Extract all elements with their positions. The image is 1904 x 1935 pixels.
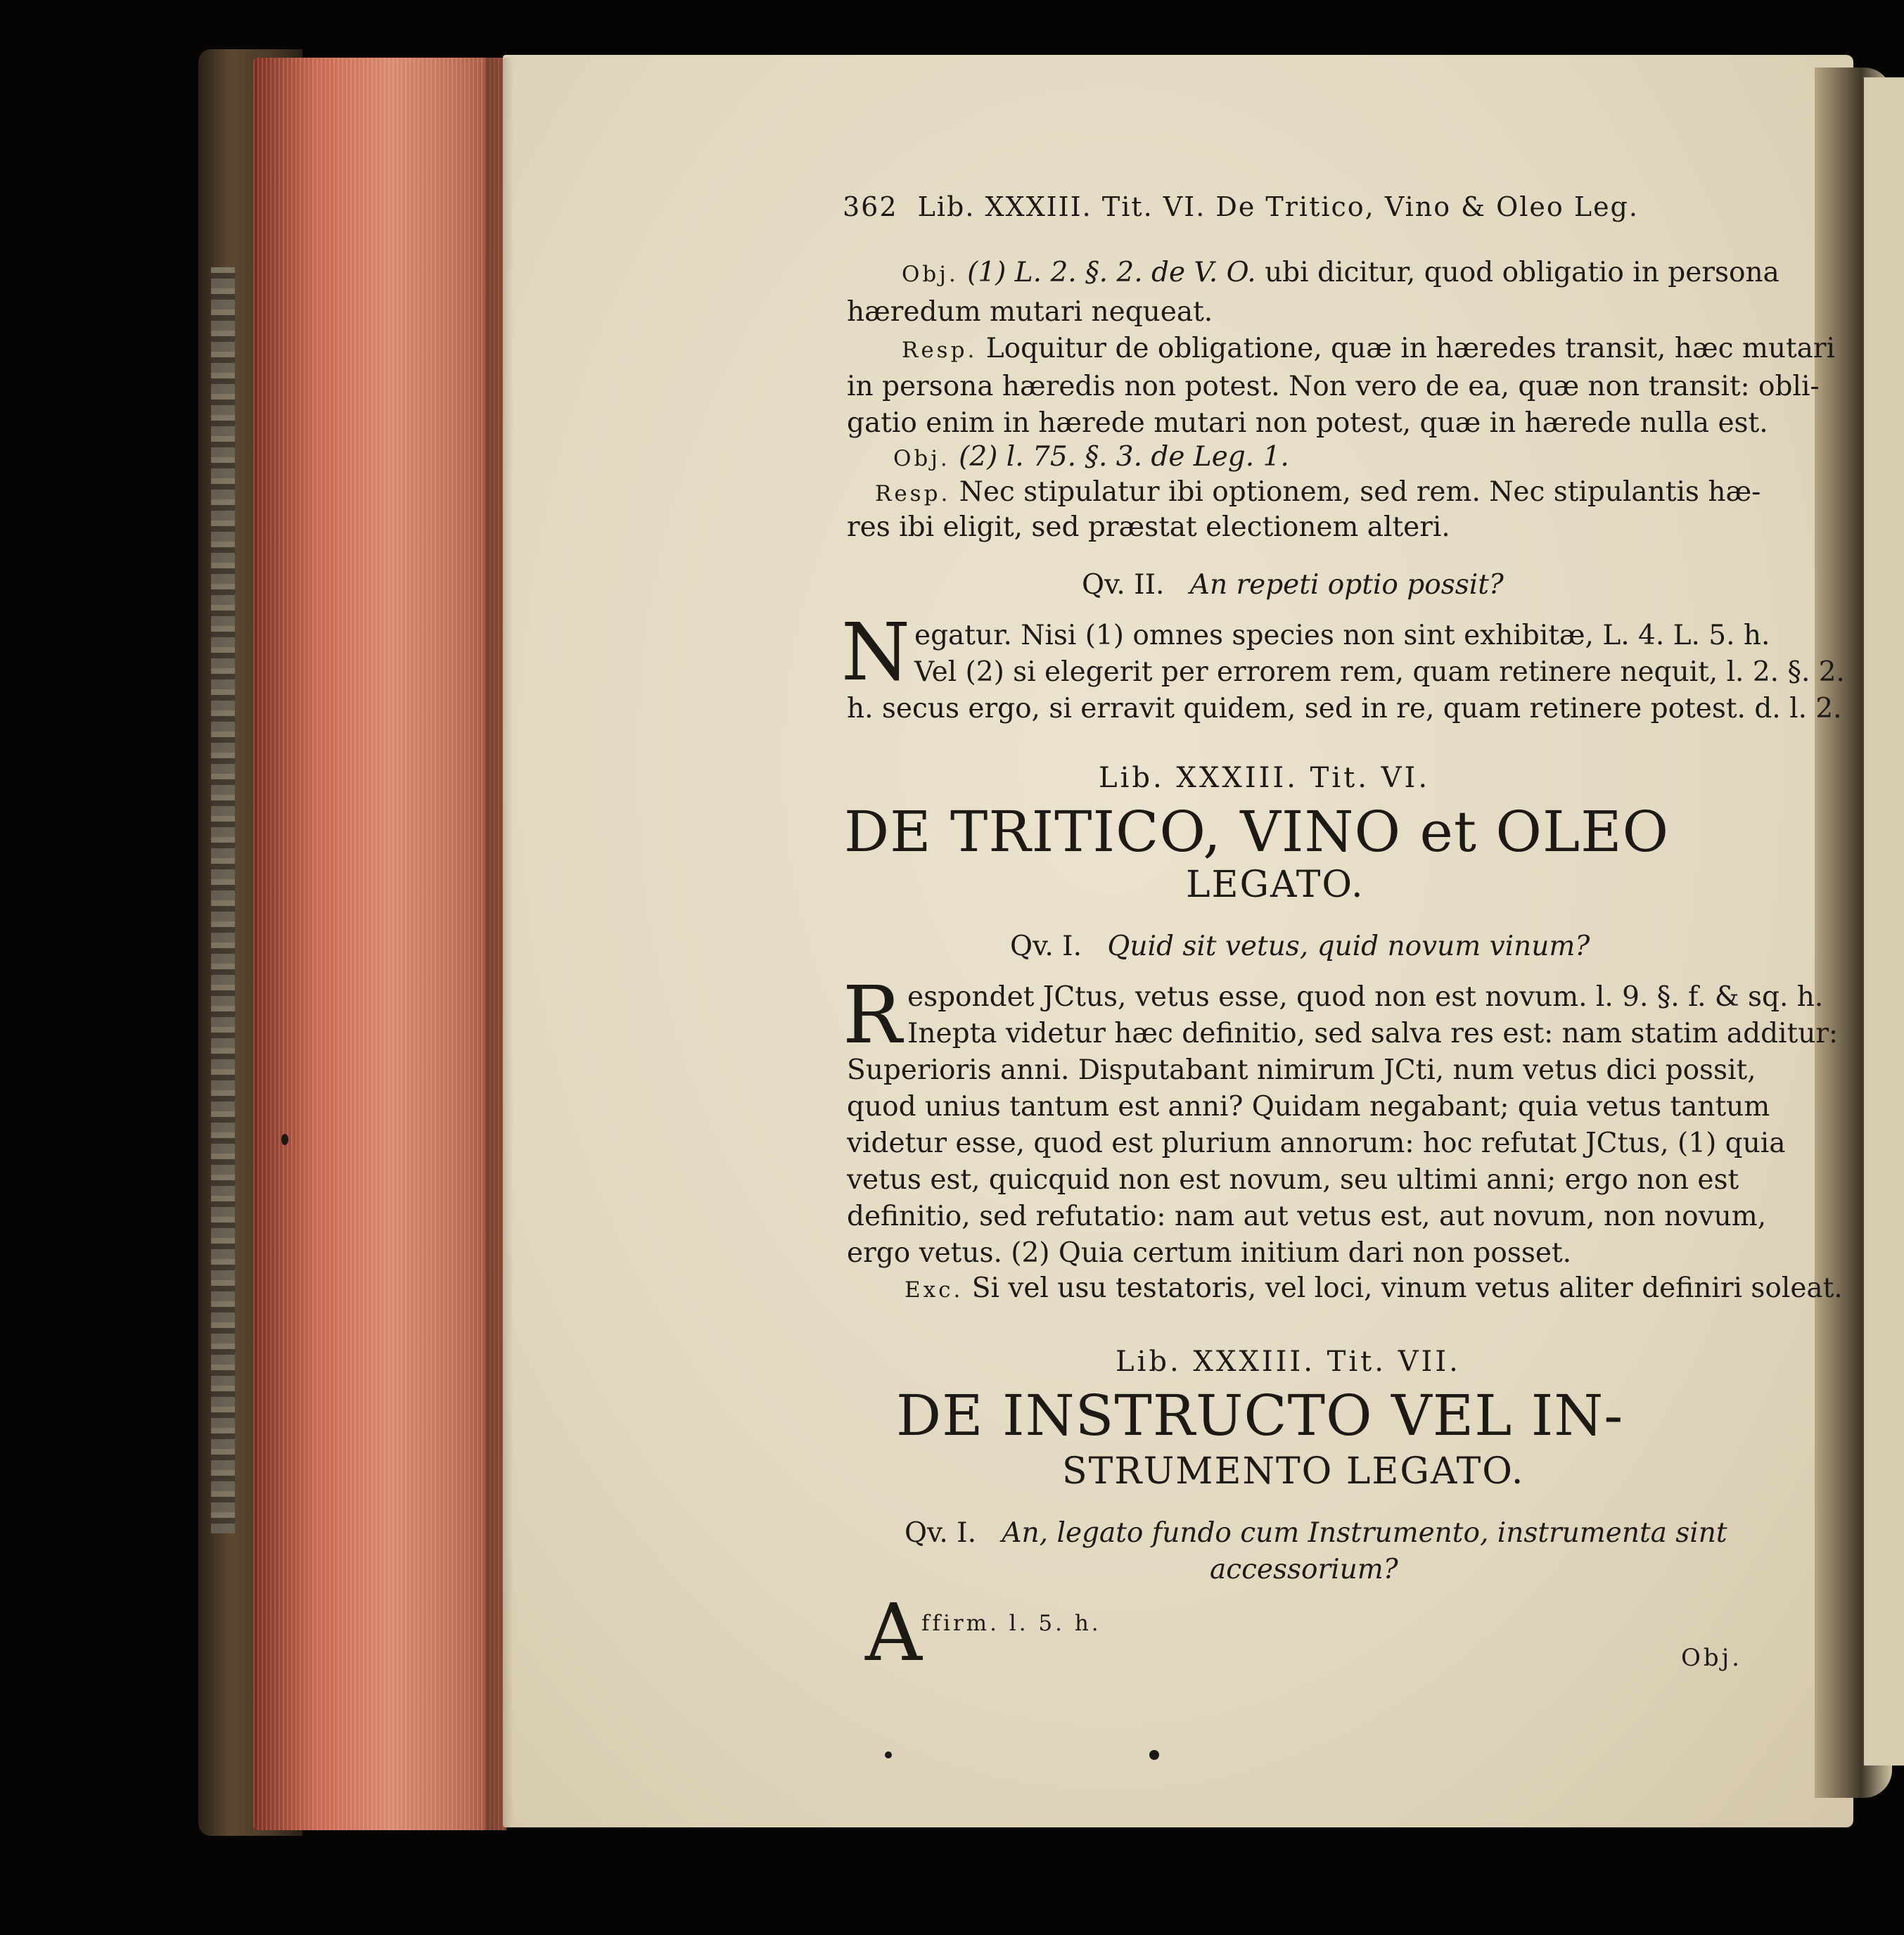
question-vi-1-line1: espondet JCtus, vetus esse, quod non est novum. l. 9. §. f. & sq. h.: [907, 981, 1824, 1013]
question-vi-1-line4: quod unius tantum est anni? Quidam negabant; quia vetus tantum: [847, 1091, 1770, 1123]
question-ii-line2: Vel (2) si elegerit per errorem rem, quam retinere nequit, l. 2. §. 2.: [914, 656, 1845, 688]
dropcap-n: N: [841, 607, 910, 698]
question-ii-heading: Qv. II. An repeti optio possit?: [1082, 569, 1504, 601]
running-title: Lib. XXXIII. Tit. VI. De Tritico, Vino & Oleo Leg.: [917, 191, 1639, 222]
question-vii-1-heading-cont: accessorium?: [1210, 1554, 1398, 1585]
page-edges: [253, 58, 506, 1830]
objection-2: Obj. (2) l. 75. §. 3. de Leg. 1.: [893, 441, 1289, 473]
question-vi-1-line2: Inepta videtur hæc definitio, sed salva res est: nam statim additur:: [907, 1018, 1839, 1049]
catchword: Obj.: [1681, 1644, 1742, 1672]
question-vi-1-heading: Qv. I. Quid sit vetus, quid novum vinum?: [1010, 931, 1590, 962]
question-vi-1-line5: videtur esse, quod est plurium annorum: hoc refutat JCtus, (1) quia: [847, 1128, 1786, 1159]
response-1-line2: in persona hæredis non potest. Non vero de ea, quæ non transit: obli-: [847, 371, 1820, 402]
question-vi-1-line6: vetus est, quicquid non est novum, seu ultimi anni; ergo non est: [847, 1164, 1739, 1196]
question-ii-line1: egatur. Nisi (1) omnes species non sint exhibitæ, L. 4. L. 5. h.: [914, 620, 1770, 651]
response-2-line2: res ibi eligit, sed præstat electionem alteri.: [847, 511, 1450, 543]
objection-1: Obj. (1) L. 2. §. 2. de V. O. ubi dicitur, quod obligatio in persona: [902, 257, 1780, 288]
question-vii-1-answer: ffirm. l. 5. h.: [921, 1611, 1101, 1636]
page-edge-shadow: [485, 58, 513, 1830]
lib-tit-vii: Lib. XXXIII. Tit. VII.: [1116, 1346, 1461, 1378]
question-vi-1-line7: definitio, sed refutatio: nam aut vetus est, aut novum, non novum,: [847, 1201, 1767, 1232]
title-vii-heading: DE INSTRUCTO VEL IN-: [896, 1383, 1624, 1448]
spine-binding: [211, 267, 235, 1533]
objection-1-cont: hæredum mutari nequeat.: [847, 296, 1213, 328]
running-header: [843, 191, 1708, 222]
question-vii-1-heading: Qv. I. An, legato fundo cum Instrumento, instrumenta sint: [905, 1517, 1727, 1549]
next-page-edge: [1864, 77, 1904, 1765]
ink-dot: [885, 1751, 892, 1758]
question-vi-1-line8: ergo vetus. (2) Quia certum initium dari non posset.: [847, 1237, 1572, 1269]
response-2-line1: Resp. Nec stipulatur ibi optionem, sed rem. Nec stipulantis hæ-: [875, 476, 1761, 508]
question-vi-1-line3: Superioris anni. Disputabant nimirum JCti, num vetus dici possit,: [847, 1054, 1756, 1086]
ink-dot: [1149, 1750, 1159, 1760]
dropcap-a: A: [865, 1588, 922, 1679]
title-vii-subheading: STRUMENTO LEGATO.: [1062, 1450, 1525, 1493]
exception-line: Exc. Si vel usu testatoris, vel loci, vinum vetus aliter definiri soleat.: [905, 1272, 1843, 1304]
question-ii-line3: h. secus ergo, si erravit quidem, sed in re, quam retinere potest. d. l. 2.: [847, 693, 1842, 724]
title-vi-heading: DE TRITICO, VINO et OLEO: [844, 799, 1670, 864]
response-1-line3: gatio enim in hærede mutari non potest, quæ in hærede nulla est.: [847, 407, 1768, 439]
ink-dot: [281, 1134, 288, 1145]
page-number: 362: [843, 191, 898, 222]
response-1-line1: Resp. Loquitur de obligatione, quæ in hæredes transit, hæc mutari: [902, 333, 1836, 364]
dropcap-r: R: [843, 970, 902, 1061]
title-vi-subheading: LEGATO.: [1186, 864, 1365, 906]
lib-tit-vi: Lib. XXXIII. Tit. VI.: [1099, 762, 1431, 794]
